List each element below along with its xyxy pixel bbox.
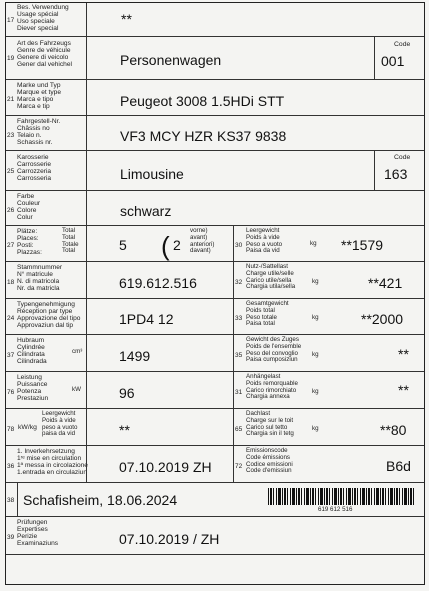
- unit: kg: [312, 351, 319, 358]
- field-number: 26: [7, 207, 15, 214]
- field-label: Emissionscode Code émissions Codice emissioni Code d'emissiun: [246, 447, 293, 475]
- field-label: Dachlast Charge sur le toit Carico sul tetto Chargia sin il tetg: [246, 410, 294, 438]
- unit: kg: [312, 314, 319, 321]
- field-number: 35: [235, 352, 243, 359]
- row-vehicle-type: [6, 37, 424, 80]
- row-seats-empty-weight: 27 Plätze: Places: Posti: Plazzas: Total Total Totale Total 5 ( 2 vorne) avant) anteriori) davant) 30 Leergewicht Poids à vide Peso a vuoto Paisa da vid kg **1579: [6, 226, 424, 262]
- code-label: Code: [394, 41, 411, 48]
- place-date-value: Schafisheim, 18.06.2024: [23, 492, 178, 508]
- row-power-trailer-load: [6, 372, 424, 409]
- special-use-value: **: [121, 11, 132, 27]
- row-place-date: [6, 483, 424, 517]
- unit: kg: [312, 388, 319, 395]
- field-label: Leergewicht Poids à vide peso a vuoto paisa da vid: [42, 410, 78, 438]
- row-chassis-number: [6, 116, 424, 151]
- seats-total-value: 5: [119, 237, 127, 253]
- field-number: 72: [235, 463, 243, 470]
- unit: kg: [312, 425, 319, 432]
- unit: kW: [72, 386, 81, 393]
- row-inspections: [6, 517, 424, 555]
- field-number: 32: [235, 279, 243, 286]
- row-make-model: [6, 80, 424, 116]
- field-label: Bes. Verwendung Usage spécial Uso speciale Diever special: [17, 4, 69, 32]
- field-number: 33: [235, 315, 243, 322]
- row-first-registration-emissions: [6, 446, 424, 483]
- field-label: Prüfungen Expertises Perizie Examinaziuns: [17, 519, 59, 547]
- field-number: 17: [7, 17, 15, 24]
- field-number: 19: [7, 55, 15, 62]
- field-label: Gewicht des Zuges Poids de l'ensemble Peso del convoglio Paisa cumposiziun: [246, 336, 302, 364]
- inspection-value: 07.10.2019 / ZH: [119, 531, 220, 547]
- emission-code-value: B6d: [386, 458, 411, 474]
- row-type-approval-total-weight: [6, 299, 424, 335]
- field-label: Hubraum Cylindrée Cilindrata Cilindrada: [17, 337, 47, 365]
- body-code: 163: [384, 166, 408, 182]
- code-label: Code: [394, 154, 411, 161]
- row-body: [6, 151, 424, 191]
- roof-load-value: **80: [380, 422, 407, 438]
- field-number: 30: [235, 242, 243, 249]
- field-number: 36: [7, 463, 15, 470]
- field-label: Plätze: Places: Posti: Plazzas:: [17, 228, 42, 256]
- unit: kW/kg: [18, 424, 37, 431]
- body-value: Limousine: [120, 166, 184, 182]
- empty-weight-value: **1579: [341, 237, 384, 253]
- field-label: Leergewicht Poids à vide Peso a vuoto Paisa da vid: [246, 227, 283, 255]
- trailer-load-value: **: [398, 382, 409, 398]
- field-label: Farbe Couleur Colore Colur: [17, 193, 41, 221]
- field-label: 1. Inverkehrsetzung 1ʳᵉ mise en circulation 1ª messa in circolazione 1.entrada en circulaziun: [17, 448, 88, 476]
- row-power-weight-roof-load: [6, 409, 424, 446]
- field-number: 25: [7, 168, 15, 175]
- field-label: Nutz-/Sattellast Charge utile/selle Carico utile/sella Chargia utila/sella: [246, 263, 296, 291]
- registration-form: [5, 2, 425, 585]
- field-label: Karosserie Carrosserie Carrozzeria Carrosseria: [17, 154, 52, 182]
- barcode: [268, 488, 416, 505]
- front-seats-label: vorne) avant) anteriori) davant): [190, 227, 215, 255]
- vehicle-type-code: 001: [381, 53, 405, 69]
- power-weight-value: **: [119, 422, 130, 438]
- unit: kg: [312, 278, 319, 285]
- chassis-number-value: VF3 MCY HZR KS37 9838: [120, 128, 287, 144]
- field-number: 21: [7, 96, 15, 103]
- field-number: 18: [7, 279, 15, 286]
- matriculation-value: 619.612.516: [119, 275, 197, 291]
- field-label: Marke und Typ Marque et type Marca e tipo Marca e tip: [17, 82, 61, 110]
- type-approval-value: 1PD4 12: [119, 311, 174, 327]
- field-number: 37: [7, 352, 15, 359]
- field-label: Anhängelast Poids remorquable Carico rimorchiato Chargia annexa: [246, 373, 298, 401]
- displacement-value: 1499: [119, 348, 151, 364]
- total-label: Total Total Totale Total: [62, 227, 79, 255]
- field-number: 39: [7, 534, 15, 541]
- row-displacement-train-weight: [6, 335, 424, 372]
- field-label: Typengenehmigung Réception par type Approvazione del tipo Approvaziun dal tip: [17, 301, 81, 329]
- row-special-use: [6, 3, 424, 37]
- field-number: 24: [7, 315, 15, 322]
- field-number: 38: [7, 497, 15, 504]
- field-number: 76: [7, 389, 15, 396]
- field-number: 31: [235, 389, 243, 396]
- total-weight-value: **2000: [361, 311, 404, 327]
- seats-front-value: 2: [173, 237, 181, 253]
- vehicle-type-value: Personenwagen: [120, 52, 222, 68]
- field-number: 78: [7, 426, 15, 433]
- unit: cm³: [72, 348, 83, 355]
- field-label: Stammnummer N° matricule N. di matricola Nr. da matricla: [17, 264, 63, 292]
- field-label: Art des Fahrzeugs Genre de véhicule Genere di veicolo Gener dal vehichel: [17, 40, 72, 68]
- barcode-number: 619 612 516: [318, 506, 353, 513]
- row-color: [6, 191, 424, 226]
- first-registration-value: 07.10.2019 ZH: [119, 459, 212, 475]
- color-value: schwarz: [120, 203, 172, 219]
- field-number: 27: [7, 242, 15, 249]
- train-weight-value: **: [398, 346, 409, 362]
- field-label: Gesamtgewicht Poids total Peso totale Paisa total: [246, 300, 289, 328]
- power-value: 96: [119, 385, 135, 401]
- field-number: 23: [7, 132, 15, 139]
- row-matriculation-payload: [6, 262, 424, 299]
- payload-value: **421: [368, 275, 403, 291]
- field-label: Fahrgestell-Nr. Châssis no Telaio n. Schassis nr.: [17, 118, 61, 146]
- make-model-value: Peugeot 3008 1.5HDi STT: [120, 93, 285, 109]
- field-label: Leistung Puissance Potenza Prestaziun: [17, 374, 49, 402]
- field-number: 65: [235, 426, 243, 433]
- unit: kg: [310, 240, 317, 247]
